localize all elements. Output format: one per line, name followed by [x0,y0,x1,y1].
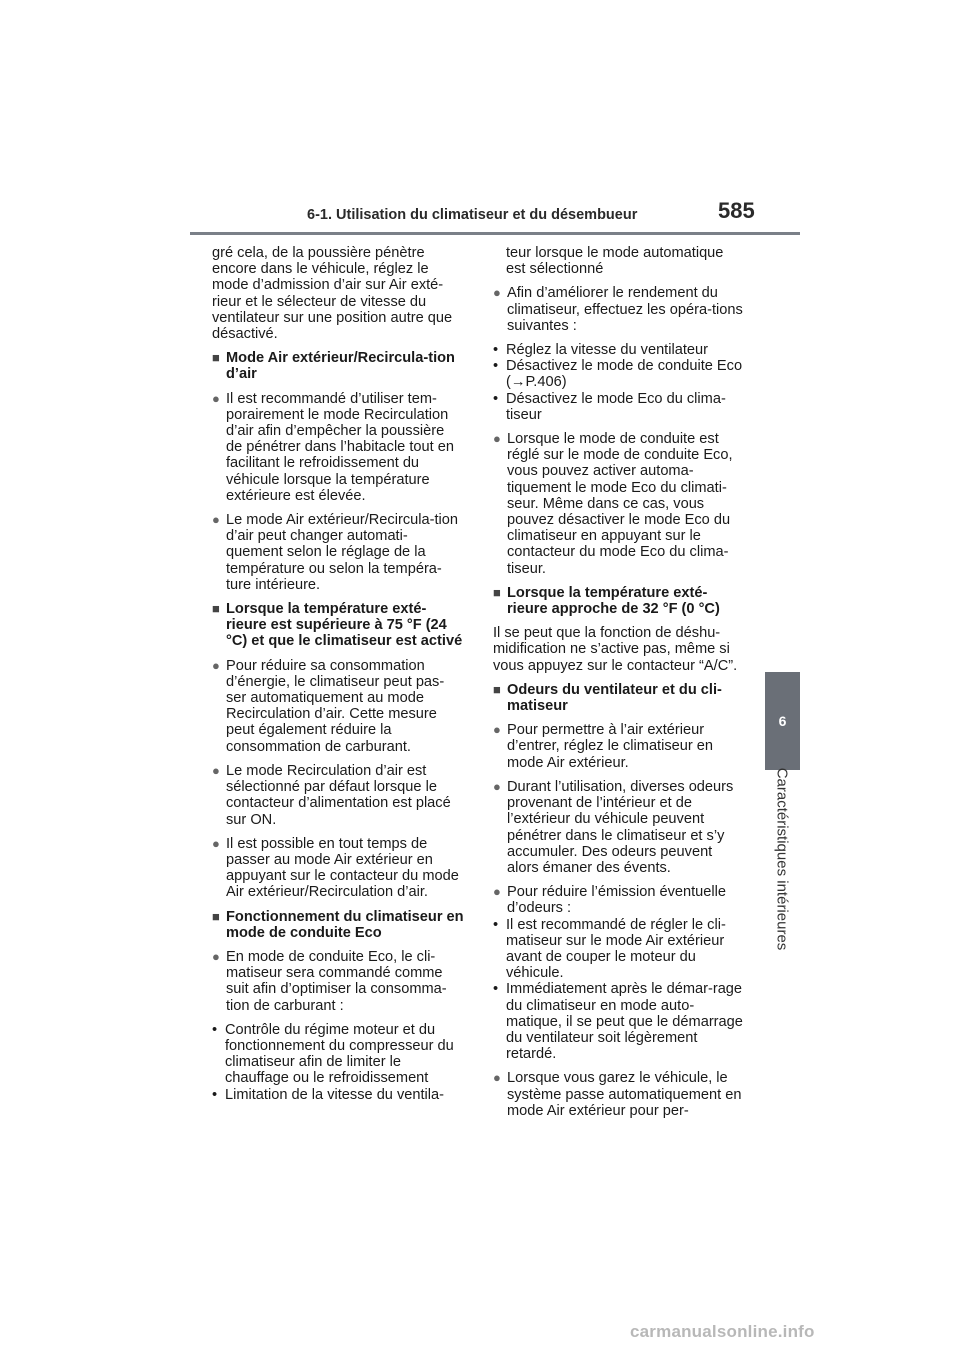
circle-bullet-icon: ● [493,1070,501,1086]
body-paragraph: Il se peut que la fonction de déshu-midification ne s’active pas, même si vous appuyez sur le contacteur “A/C”. [493,625,738,674]
sub-item-text: Contrôle du régime moteur et du fonctionnement du compresseur du climatiseur afin de limiter le chauffage ou le refroidissement [225,1021,454,1087]
sub-item-text: Immédiatement après le démar-rage du climatiseur en mode auto-matique, il se peut que le démarrage du ventilateur soit légèrement retardé. [506,981,743,1063]
sub-list-item [493,391,745,423]
circle-bullet-icon: ● [212,762,220,778]
circle-bullet-icon: ● [212,512,220,528]
small-bullet-icon: • [493,981,499,998]
sub-item-text: Réglez la vitesse du ventilateur [506,342,708,359]
small-bullet-icon: • [212,1086,218,1103]
intro-paragraph: gré cela, de la poussière pénètre encore dans le véhicule, réglez le mode d’admission d’air sur Air exté-rieur et le sélecteur de vitesse du ventilateur sur une position autre que désactivé. [212,245,453,343]
bullet-item [493,779,745,876]
bullet-text: En mode de conduite Eco, le cli-matiseur sera commandé comme suit afin d’optimiser la consomma-tion de carburant : [226,948,447,1014]
small-bullet-icon: • [493,342,499,359]
bullet-item [212,512,464,593]
bullet-item [212,763,464,828]
bullet-text: Lorsque vous garez le véhicule, le système passe automatiquement en mode Air extérieur pour per- [507,1070,742,1119]
continued-text: teur lorsque le mode automatique est sélectionné [506,245,724,278]
bullet-item [212,391,464,504]
sub-list-item [212,1087,464,1103]
page-number: 585 [718,198,755,223]
sub-list-item [493,358,745,390]
small-bullet-icon: • [212,1021,218,1038]
sub-list-item [212,1022,464,1087]
circle-bullet-icon: ● [493,884,501,900]
circle-bullet-icon: ● [493,722,501,738]
heading-text: Odeurs du ventilateur et du cli-matiseur [507,681,722,715]
square-bullet-icon: ■ [212,601,220,617]
sub-item-text: Désactivez le mode Eco du clima-tiseur [506,390,726,423]
chapter-title: 6-1. Utilisation du climatiseur et du désembueur [307,207,638,223]
square-bullet-icon: ■ [493,584,501,600]
circle-bullet-icon: ● [493,431,501,447]
bullet-text: Pour permettre à l’air extérieur d’entrer, réglez le climatiseur en mode Air extérieur. [507,722,714,771]
bullet-item [493,285,745,334]
bullet-text: Lorsque le mode de conduite est réglé sur le mode de conduite Eco, vous pouvez activer automa-tiquement le mode Eco du climati-seur. Même dans ce cas, vous pouvez désactiver le mode Eco du climatiseur en appuyant sur le contacteur du mode Eco du clima-tiseur. [507,431,733,577]
square-bullet-icon: ■ [212,350,220,366]
section-heading [493,585,745,617]
circle-bullet-icon: ● [493,778,501,794]
sub-item-text: Il est recommandé de régler le cli-matiseur sur le mode Air extérieur avant de couper le moteur du véhicule. [506,916,726,982]
square-bullet-icon: ■ [493,681,501,697]
sub-item-text: Désactivez le mode de conduite Eco (→P.406) [506,358,743,391]
bullet-item [212,658,464,755]
circle-bullet-icon: ● [493,285,501,301]
bullet-item [493,431,745,577]
section-heading [212,350,464,382]
bullet-item [212,836,464,901]
square-bullet-icon: ■ [212,908,220,924]
heading-text: Lorsque la température exté-rieure approche de 32 °F (0 °C) [507,584,720,618]
bullet-text: Il est possible en tout temps de passer au mode Air extérieur en appuyant sur le contacteur du mode Air extérieur/Recirculation d’air. [226,835,459,901]
bullet-text: Le mode Recirculation d’air est sélectionné par défaut lorsque le contacteur d’alimentation est placé sur ON. [226,762,451,828]
circle-bullet-icon: ● [212,657,220,673]
bullet-text: Il est recommandé d’utiliser tem-porairement le mode Recirculation d’air afin d’empêcher la poussière de pénétrer dans l’habitacle tout en facilitant le refroidissement du véhicule lorsque la température extérieure est élevée. [226,390,454,504]
bullet-text: Afin d’améliorer le rendement du climatiseur, effectuez les opéra-tions suivantes : [507,285,743,334]
small-bullet-icon: • [493,916,499,933]
chapter-tab[interactable]: 6 [765,672,800,770]
section-heading [212,601,464,650]
right-column [493,245,745,1127]
small-bullet-icon: • [493,390,499,407]
left-column [212,245,464,1103]
heading-text: Lorsque la température exté-rieure est supérieure à 75 °F (24 °C) et que le climatiseur est activé [226,601,463,650]
bullet-item [493,1070,745,1119]
circle-bullet-icon: ● [212,390,220,406]
site-watermark[interactable]: carmanualsonline.info [630,1322,815,1341]
section-heading [493,682,745,714]
section-side-label: Caractéristiques intérieures [773,767,791,951]
header-divider [190,232,800,235]
bullet-text: Pour réduire l’émission éventuelle d’odeurs : [507,884,727,917]
heading-text: Mode Air extérieur/Recircula-tion d’air [226,350,455,383]
sub-list-item [493,917,745,982]
bullet-item [493,722,745,771]
bullet-text: Durant l’utilisation, diverses odeurs provenant de l’intérieur et de l’extérieur du véhicule peuvent pénétrer dans le climatiseur et s’y accumuler. Des odeurs peuvent alors émaner des évents. [507,778,734,876]
sub-item-text: Limitation de la vitesse du ventila- [225,1086,445,1103]
bullet-text: Le mode Air extérieur/Recircula-tion d’air peut changer automati-quement selon le réglage de la température ou selon la tempéra-ture intérieure. [226,512,458,593]
bullet-text: Pour réduire sa consommation d’énergie, le climatiseur peut pas-ser automatiquement au mode Recirculation d’air. Cette mesure peut également réduire la consommation de carburant. [226,657,445,755]
bullet-item [212,949,464,1014]
sub-list-item [493,981,745,1062]
sub-list-item [493,342,745,358]
bullet-item [493,884,745,916]
circle-bullet-icon: ● [212,835,220,851]
heading-text: Fonctionnement du climatiseur en mode de conduite Eco [226,908,464,941]
small-bullet-icon: • [493,358,499,375]
circle-bullet-icon: ● [212,948,220,964]
section-heading [212,909,464,941]
